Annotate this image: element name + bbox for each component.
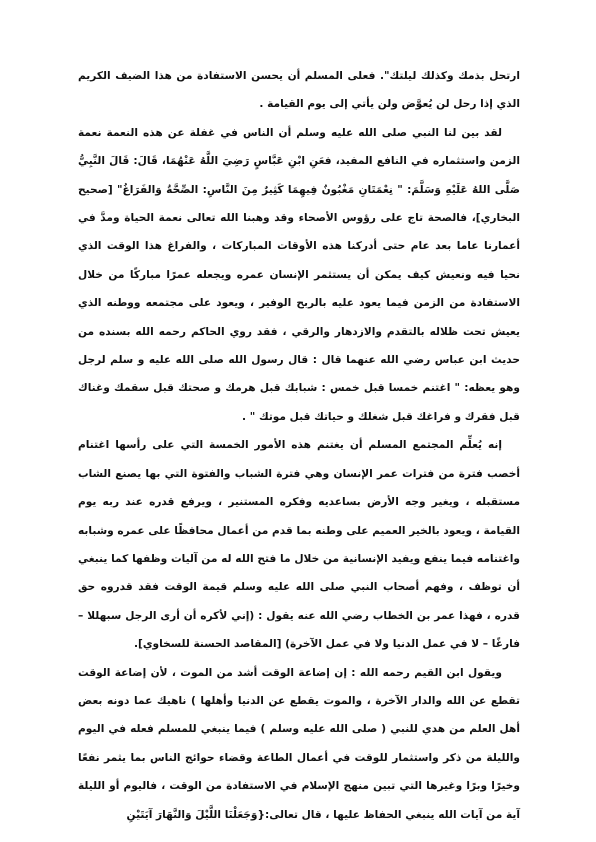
- document-body: [78, 62, 520, 829]
- paragraph-4: ويقول ابن القيم رحمه الله : إن إضاعة الوقت أشد من الموت ، لأن إضاعة الوقت تقطع عن الله والدار الآخرة ، والموت يقطع عن الدنيا وأهلها ) ناهيك عما دونه بعض أهل العلم من هدي للنبي ( صلى الله عليه وسلم ) فيما ينبغي للمسلم فعله في اليوم والليلة من ذكر واستثمار للوقت في أعمال الطاعة وقضاء حوائج الناس بما يثمر نفعًا وخيرًا وبرًا وغيرها التي تبين منهج الإسلام في الاستفادة من الوقت ، فاليوم أو الليلة آية من آيات الله ينبغي الحفاظ عليها ، قال تعالى:{وَجَعَلْنَا اللَّيْلَ وَالنَّهَارَ آيَتَيْنِ: [78, 666, 520, 821]
- paragraph-1: ارتحل بذمك وكذلك ليلتك". فعلى المسلم أن يحسن الاستفادة من هذا الضيف الكريم الذي إذا رحل لن يُعوَّض ولن يأتي إلى يوم القيامة .: [78, 70, 520, 111]
- paragraph-2: لقد بين لنا النبي صلى الله عليه وسلم أن الناس في غفلة عن هذه النعمة نعمة الزمن واستثماره في النافع المفيد، فعَنِ ابْنِ عَبَّاسٍ رَضِيَ اللَّهُ عَنْهُمَا، قَالَ: قَالَ النَّبِيُّ صَلَّى اللهُ عَلَيْهِ وَسَلَّمَ: " نِعْمَتَانِ مَغْبُونٌ فِيهِمَا كَثِيرٌ مِنَ النَّاسِ: الصِّحَّةُ وَالفَرَاغُ" [صحيح البخاري]، فالصحة تاج على رؤوس الأصحاء وقد وهبنا الله تعالى نعمة الحياة ومدَّ في أعمارنا عاما بعد عام حتى أدركنا هذه الأوقات المباركات ، والفراغ هذا الوقت الذي نحيا فيه ونعيش كيف يمكن أن يستثمر الإنسان عمره ويجعله عمرًا مباركًا من خلال الاستفادة من الزمن فيما يعود عليه بالربح الوفير ، ويعود على مجتمعه ووطنه الذي يعيش تحت ظلاله بالتقدم والازدهار والرقي ، فقد روي الحاكم رحمه الله بسنده من حديث ابن عباس رضي الله عنهما قال : قال رسول الله صلى الله عليه و سلم لرجل وهو يعظه: " اغتنم خمسا قبل خمس : شبابك قبل هرمك و صحتك قبل سقمك وغناك قبل فقرك و فراغك قبل شغلك و حياتك قبل موتك " .: [78, 126, 520, 423]
- paragraph-3: إنه يُعلِّم المجتمع المسلم أن يغتنم هذه الأمور الخمسة التي على رأسها اغتنام أخصب فترة من فترات عمر الإنسان وهي فترة الشباب والفتوة التي بها يصنع الشاب مستقبله ، ويغير وجه الأرض بساعديه وفكره المستنير ، ويرفع قدره عند ربه يوم القيامة ، ويعود بالخير العميم على وطنه بما قدم من أعمال محافظًا على عمره وشبابه واغتنامه فيما ينفع ويفيد الإنسانية من خلال ما فتح الله له من آليات وظفها كما ينبغي أن توظف ، وفهم أصحاب النبي صلى الله عليه وسلم قيمة الوقت فقد قدروه حق قدره ، فهذا عمر بن الخطاب رضي الله عنه يقول : (إني لأكره أن أرى الرجل سبهللا – فارغًا – لا في عمل الدنيا ولا في عمل الآخرة) [المقاصد الحسنة للسخاوي].: [78, 439, 520, 651]
